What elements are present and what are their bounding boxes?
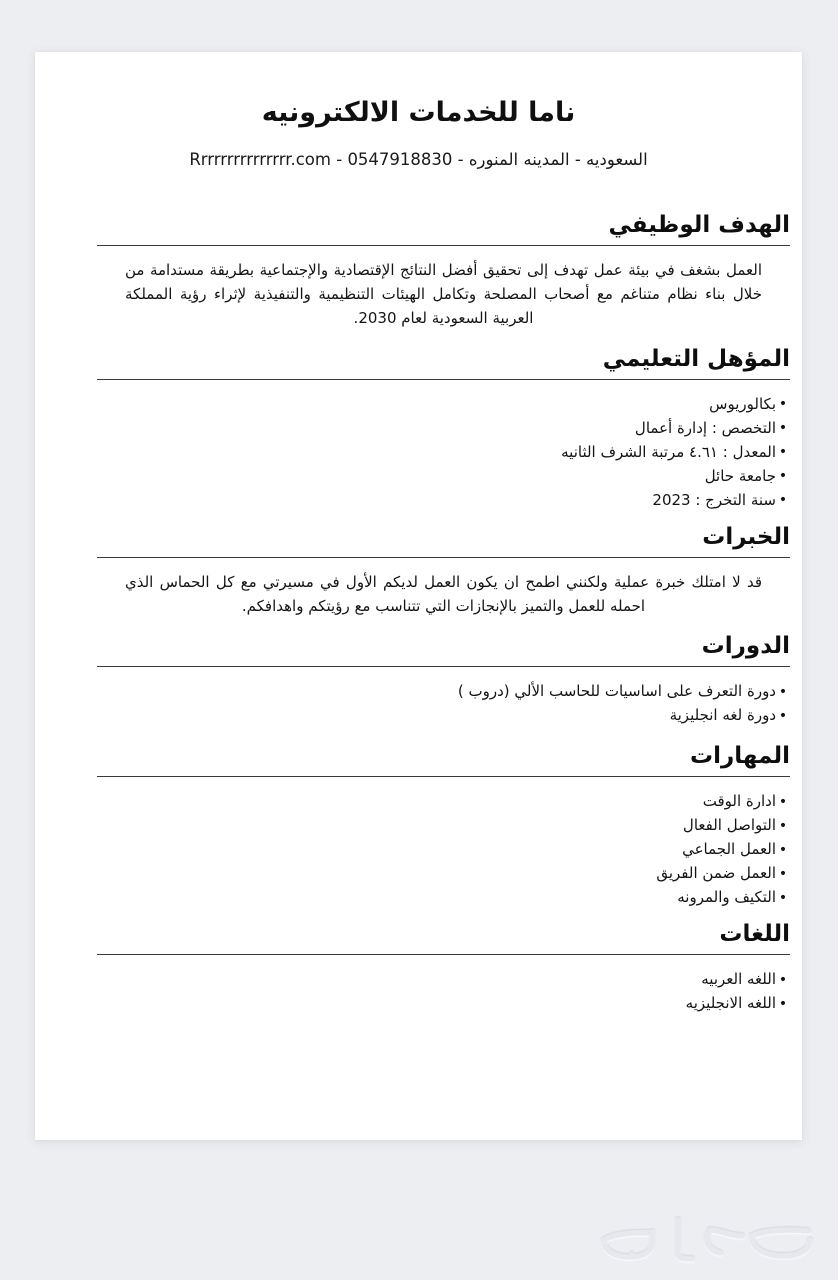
- list-item: [97, 790, 790, 814]
- contact-line: Rrrrrrrrrrrrrrr.com - السعوديه - المدينه المنوره - 0547918830: [189, 149, 648, 169]
- education-list: [97, 380, 790, 513]
- list-item: [97, 417, 790, 441]
- spacer: [35, 171, 802, 191]
- bullet-icon: •: [778, 683, 788, 700]
- list-item-label: اللغه الانجليزيه: [685, 994, 776, 1013]
- courses-list: [97, 667, 790, 728]
- document-header: [35, 52, 802, 171]
- bullet-icon: •: [778, 707, 788, 724]
- list-item: [97, 886, 790, 910]
- section-title-skills: المهارات: [690, 743, 790, 770]
- list-item: [97, 465, 790, 489]
- list-item: [97, 441, 790, 465]
- section-courses: [35, 632, 802, 728]
- bullet-icon: •: [778, 841, 788, 858]
- list-item-label: اللغه العربيه: [701, 970, 776, 989]
- bullet-icon: •: [778, 793, 788, 810]
- list-item-label: العمل ضمن الفريق: [656, 864, 776, 883]
- section-title-education: المؤهل التعليمي: [602, 345, 790, 372]
- list-item: [97, 489, 790, 513]
- list-item: [97, 814, 790, 838]
- list-item-label: بكالوريوس: [709, 394, 776, 413]
- list-item-label: سنة التخرج : 2023: [652, 490, 776, 509]
- list-item-label: العمل الجماعي: [682, 840, 776, 859]
- bullet-icon: •: [778, 396, 788, 413]
- bullet-icon: •: [778, 468, 788, 485]
- bullet-icon: •: [778, 971, 788, 988]
- list-item: [97, 838, 790, 862]
- spacer: [35, 910, 802, 920]
- section-body-objective: العمل بشغف في بيئة عمل تهدف إلى تحقيق أفضل النتائج الإقتصادية والإجتماعية بطريقة مستدامة من خلال بناء نظام متناغم مع أصحاب المصلحة وتكامل الهيئات التنظيمية والتنفيذية لإثراء رؤية المملكة العربية السعودية لعام 2030.: [125, 260, 762, 328]
- section-title-courses: الدورات: [701, 633, 790, 660]
- bullet-icon: •: [778, 444, 788, 461]
- cv-content: [35, 52, 802, 1016]
- cv-page-sheet: [35, 52, 802, 1140]
- languages-list: [97, 955, 790, 1016]
- list-item: [97, 680, 790, 704]
- spacer: [35, 728, 802, 742]
- list-item-label: دورة لغه انجليزية: [669, 706, 776, 725]
- bullet-icon: •: [778, 865, 788, 882]
- bullet-icon: •: [778, 420, 788, 437]
- section-title-objective: الهدف الوظيفي: [608, 211, 790, 238]
- list-item-label: التواصل الفعال: [682, 816, 776, 835]
- section-objective: [35, 211, 802, 331]
- haraj-watermark: [592, 1210, 822, 1272]
- skills-list: [97, 777, 790, 910]
- list-item-label: التكيف والمرونه: [677, 888, 776, 907]
- page-title: ناما للخدمات الالكترونيه: [261, 97, 576, 128]
- bullet-icon: •: [778, 889, 788, 906]
- list-item-label: التخصص : إدارة أعمال: [634, 418, 776, 437]
- section-title-languages: اللغات: [719, 921, 790, 948]
- list-item-label: دورة التعرف على اساسيات للحاسب الألي (دروب ): [457, 682, 776, 701]
- list-item: [97, 393, 790, 417]
- spacer: [35, 331, 802, 345]
- spacer: [35, 513, 802, 523]
- bullet-icon: •: [778, 492, 788, 509]
- spacer: [35, 191, 802, 211]
- list-item-label: جامعة حائل: [704, 466, 776, 485]
- list-item: [97, 862, 790, 886]
- spacer: [35, 618, 802, 632]
- section-education: [35, 345, 802, 513]
- list-item: [97, 704, 790, 728]
- bullet-icon: •: [778, 995, 788, 1012]
- list-item-label: المعدل : ٤.٦١ مرتبة الشرف الثانيه: [561, 442, 776, 461]
- list-item: [97, 992, 790, 1016]
- bullet-icon: •: [778, 817, 788, 834]
- section-skills: [35, 742, 802, 910]
- section-experience: [35, 523, 802, 618]
- list-item: [97, 968, 790, 992]
- section-title-experience: الخبرات: [702, 523, 790, 550]
- list-item-label: ادارة الوقت: [702, 792, 776, 810]
- section-languages: [35, 920, 802, 1016]
- section-body-experience: قد لا امتلك خبرة عملية ولكنني اطمح ان يكون العمل لديكم الأول في مسيرتي مع كل الحماس الذي احمله للعمل والتميز بالإنجازات التي تتناسب مع رؤيتكم واهدافكم.: [125, 572, 762, 615]
